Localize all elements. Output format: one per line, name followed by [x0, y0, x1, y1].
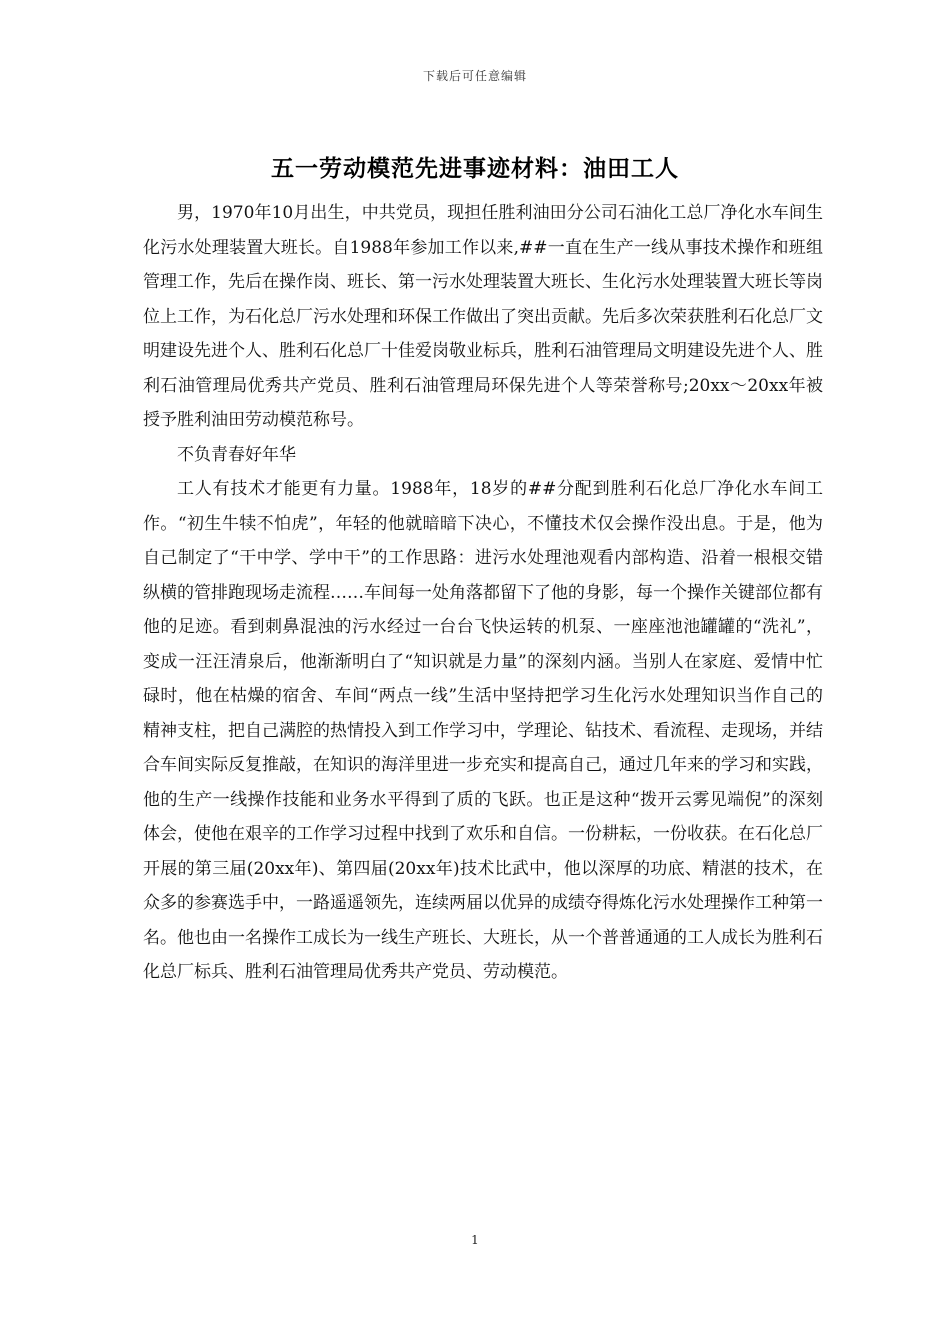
intro-paragraph: 男，1970年10月出生，中共党员，现担任胜利油田分公司石油化工总厂净化水车间生化污水处理装置大班长。自1988年参加工作以来,##一直在生产一线从事技术操作和班组管理工作，先后在操作岗、班长、第一污水处理装置大班长、生化污水处理装置大班长等岗位上工作，为石化总厂污水处理和环保工作做出了突出贡献。先后多次荣获胜利石化总厂文明建设先进个人、胜利石化总厂十佳爱岗敬业标兵，胜利石油管理局文明建设先进个人、胜利石油管理局优秀共产党员、胜利石油管理局环保先进个人等荣誉称号;20xx～20xx年被授予胜利油田劳动模范称号。 — [143, 203, 823, 430]
page-header-note: 下载后可任意编辑 — [422, 69, 527, 83]
document-body — [143, 196, 823, 990]
page-number: 1 — [471, 1233, 479, 1247]
story-paragraph: 工人有技术才能更有力量。1988年，18岁的##分配到胜利石化总厂净化水车间工作。“初生牛犊不怕虎”，年轻的他就暗暗下决心，不懂技术仅会操作没出息。于是，他为自己制定了“干中学、学中干”的工作思路：进污水处理池观看内部构造、沿着一根根交错纵横的管排跑现场走流程……车间每一处角落都留下了他的身影，每一个操作关键部位都有他的足迹。看到刺鼻混浊的污水经过一台台飞快运转的机泵、一座座池池罐罐的“洗礼”，变成一汪汪清泉后，他渐渐明白了“知识就是力量”的深刻内涵。当别人在家庭、爱情中忙碌时，他在枯燥的宿舍、车间“两点一线”生活中坚持把学习生化污水处理知识当作自己的精神支柱，把自己满腔的热情投入到工作学习中，学理论、钻技术、看流程、走现场，并结合车间实际反复推敲，在知识的海洋里进一步充实和提高自己，通过几年来的学习和实践，他的生产一线操作技能和业务水平得到了质的飞跃。也正是这种“拨开云雾见端倪”的深刻体会，使他在艰辛的工作学习过程中找到了欢乐和自信。一份耕耘，一份收获。在石化总厂开展的第三届(20xx年)、第四届(20xx年)技术比武中，他以深厚的功底、精湛的技术，在众多的参赛选手中，一路遥遥领先，连续两届以优异的成绩夺得炼化污水处理操作工种第一名。他也由一名操作工成长为一线生产班长、大班长，从一个普普通通的工人成长为胜利石化总厂标兵、胜利石油管理局优秀共产党员、劳动模范。 — [143, 479, 823, 982]
section-heading: 不负青春好年华 — [177, 444, 296, 465]
document-title: 五一劳动模范先进事迹材料：油田工人 — [271, 155, 679, 182]
